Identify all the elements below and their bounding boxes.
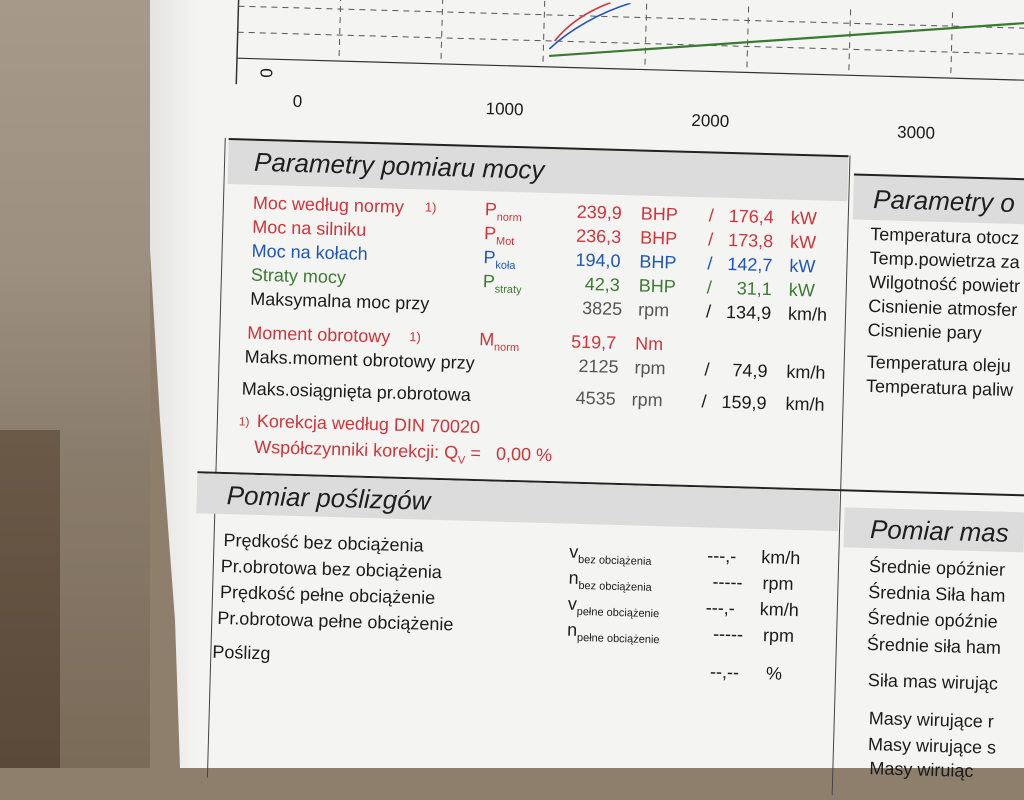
- slip-row-label: Pr.obrotowa pełne obciążenie: [217, 607, 454, 635]
- power-row-unit-bhp: BHP: [638, 275, 677, 297]
- power-row-label: Maks.osiągnięta pr.obrotowa: [241, 378, 472, 405]
- power-row-value-kw: 31,1: [736, 278, 773, 300]
- power-row-unit-bhp: BHP: [640, 203, 679, 225]
- slip-row-label: Pr.obrotowa bez obciążenia: [220, 555, 443, 583]
- slip-unit: %: [765, 663, 783, 684]
- footnote-marker: 1): [409, 329, 422, 345]
- power-row-value-rpm: 2125: [578, 355, 619, 377]
- separator: /: [707, 253, 713, 274]
- slip-row-unit: rpm: [762, 573, 794, 594]
- separator: /: [707, 229, 714, 250]
- symbol-main: v: [567, 593, 578, 614]
- footnote-marker: 1): [238, 414, 250, 429]
- correction-note: Korekcja według DIN 70020: [256, 410, 481, 438]
- mass-param: Masy wiruiąc: [869, 758, 974, 782]
- power-row-value-bhp: 42,3: [584, 273, 621, 295]
- slip-row-label: Prędkość pełne obciążenie: [219, 581, 436, 608]
- slip-row-value: ---,-: [705, 597, 736, 619]
- power-section-title: Parametry pomiaru mocy: [253, 146, 545, 185]
- dyno-chart: [208, 0, 1024, 114]
- coefficient-equals: =: [470, 442, 482, 464]
- power-row-label: Maksymalna moc przy: [250, 288, 430, 314]
- power-row-unit-bhp: BHP: [639, 251, 677, 273]
- slip-row-label: Prędkość bez obciążenia: [223, 530, 424, 556]
- power-row-unit-kw: kW: [790, 207, 818, 229]
- mass-section-title: Pomiar mas: [869, 514, 1010, 548]
- torque-symbol: [479, 329, 520, 354]
- power-row-unit-kw: kW: [789, 231, 817, 253]
- power-row-value-bhp: 194,0: [575, 249, 621, 271]
- chart-y-axis: [236, 0, 239, 84]
- power-row-value-kw: 173,8: [727, 229, 774, 252]
- slip-value: --,--: [709, 661, 740, 683]
- mass-param: Średnie opóźnie: [867, 608, 998, 632]
- coefficient-sub: V: [457, 454, 466, 467]
- left-border: [207, 138, 226, 778]
- power-row-unit-bhp: BHP: [639, 227, 678, 249]
- symbol-main: v: [569, 541, 579, 562]
- power-row-label: Moc na silniku: [252, 216, 367, 240]
- ambient-param: Cisnienie pary: [867, 319, 982, 344]
- power-row-value-kw: 176,4: [728, 205, 775, 228]
- symbol-sub: pełne obciążenie: [576, 605, 660, 621]
- torque-value: 519,7: [570, 331, 617, 353]
- power-row-unit-speed: km/h: [786, 361, 826, 383]
- power-row-symbol: [484, 223, 515, 248]
- symbol-sub: bez obciążenia: [577, 553, 652, 568]
- chart-x-tick-label: 1000: [485, 99, 524, 120]
- slip-row-unit: km/h: [759, 599, 800, 621]
- ambient-param: Temperatura oleju: [866, 351, 1012, 376]
- power-row-value-speed: 159,9: [721, 391, 767, 414]
- slip-label: Poślizg: [212, 641, 271, 664]
- power-row-label: Straty mocy: [250, 264, 347, 288]
- column-divider: [832, 155, 851, 795]
- symbol-sub: Mot: [495, 235, 515, 249]
- slip-row-symbol: [568, 568, 652, 594]
- symbol-main: P: [482, 271, 496, 292]
- power-row-label: Moc na kołach: [251, 240, 368, 264]
- separator: /: [705, 301, 712, 322]
- chart-x-tick-label: 2000: [691, 110, 730, 131]
- symbol-sub: norm: [493, 341, 520, 355]
- power-row-value-speed: 74,9: [732, 360, 768, 382]
- power-row-value-rpm: 4535: [575, 387, 616, 409]
- symbol-main: n: [566, 619, 578, 640]
- torque-label: Moment obrotowy: [247, 322, 391, 347]
- power-row-value-bhp: 239,9: [576, 201, 623, 223]
- slip-row-value: -----: [712, 571, 743, 593]
- symbol-main: n: [568, 567, 579, 588]
- slip-section-title: Pomiar poślizgów: [226, 480, 431, 516]
- power-row-unit-speed: km/h: [787, 303, 828, 325]
- slip-row-value: -----: [712, 623, 744, 645]
- symbol-sub: straty: [494, 283, 522, 297]
- separator: /: [708, 205, 715, 226]
- slip-row-value: ---,-: [707, 545, 737, 567]
- coefficient-label: Współczynniki korekcji: Q: [253, 436, 459, 463]
- mass-param: Masy wirujące s: [867, 734, 997, 758]
- power-row-value-speed: 134,9: [725, 301, 772, 324]
- symbol-main: P: [483, 223, 497, 244]
- chart-x-tick-label: 3000: [896, 122, 936, 143]
- chart-y-tick-label: 0: [257, 68, 277, 79]
- power-row-unit-rpm: rpm: [631, 389, 663, 411]
- chart-x-tick-label: 0: [292, 91, 303, 112]
- chart-grid: [237, 0, 1024, 80]
- mass-param: Średnie siła ham: [866, 634, 1002, 658]
- ambient-param: Wilgotność powietr: [868, 271, 1021, 297]
- ambient-param: Temp.powietrza za: [869, 247, 1020, 273]
- chart-series-blue: [549, 1, 630, 51]
- chart-series-red: [555, 1, 611, 43]
- slip-row-symbol: [569, 542, 652, 568]
- mass-param: Masy wirujące r: [868, 708, 995, 732]
- power-row-unit-speed: km/h: [785, 393, 825, 415]
- chart-x-axis: [237, 58, 1024, 80]
- separator: /: [706, 277, 713, 298]
- separator: /: [704, 359, 710, 380]
- symbol-main: P: [483, 247, 496, 268]
- power-row-unit-rpm: rpm: [637, 299, 670, 321]
- symbol-main: M: [478, 329, 495, 350]
- coefficient-value: 0,00 %: [495, 443, 553, 466]
- symbol-sub: bez obciążenia: [578, 579, 652, 594]
- power-row-unit-rpm: rpm: [634, 357, 666, 379]
- power-row-value-kw: 142,7: [727, 253, 773, 276]
- slip-row-unit: km/h: [760, 547, 801, 569]
- power-row-unit-kw: kW: [789, 255, 816, 277]
- slip-row-unit: rpm: [762, 625, 795, 646]
- correction-coefficient: [254, 437, 553, 469]
- symbol-sub: pełne obciążenie: [576, 631, 660, 647]
- power-row-value-bhp: 236,3: [575, 225, 622, 247]
- separator: /: [701, 391, 707, 412]
- power-row-unit-kw: kW: [788, 279, 816, 301]
- power-row-label: Moc według normy: [252, 192, 405, 217]
- power-row-symbol: [482, 271, 522, 296]
- mass-param: Siła mas wirując: [867, 670, 999, 694]
- ambient-param: Cisnienie atmosfer: [868, 295, 1018, 321]
- symbol-main: P: [484, 199, 498, 220]
- mass-param: Średnia Siła ham: [868, 582, 1006, 606]
- ambient-section-title: Parametry o: [872, 184, 1016, 218]
- ambient-param: Temperatura otocz: [870, 223, 1020, 249]
- power-row-symbol: [484, 199, 522, 224]
- power-row-value-rpm: 3825: [581, 297, 623, 320]
- torque-unit: Nm: [634, 333, 664, 355]
- footnote-marker: 1): [424, 199, 437, 215]
- symbol-sub: norm: [496, 211, 522, 225]
- symbol-sub: koła: [495, 259, 516, 273]
- ambient-param: Temperatura paliw: [865, 375, 1014, 400]
- power-row-label: Maks.moment obrotowy przy: [244, 346, 475, 373]
- slip-row-symbol: [567, 594, 659, 621]
- power-row-symbol: [483, 247, 516, 272]
- slip-row-symbol: [567, 620, 660, 647]
- mass-param: Średnie opóźnier: [868, 556, 1006, 580]
